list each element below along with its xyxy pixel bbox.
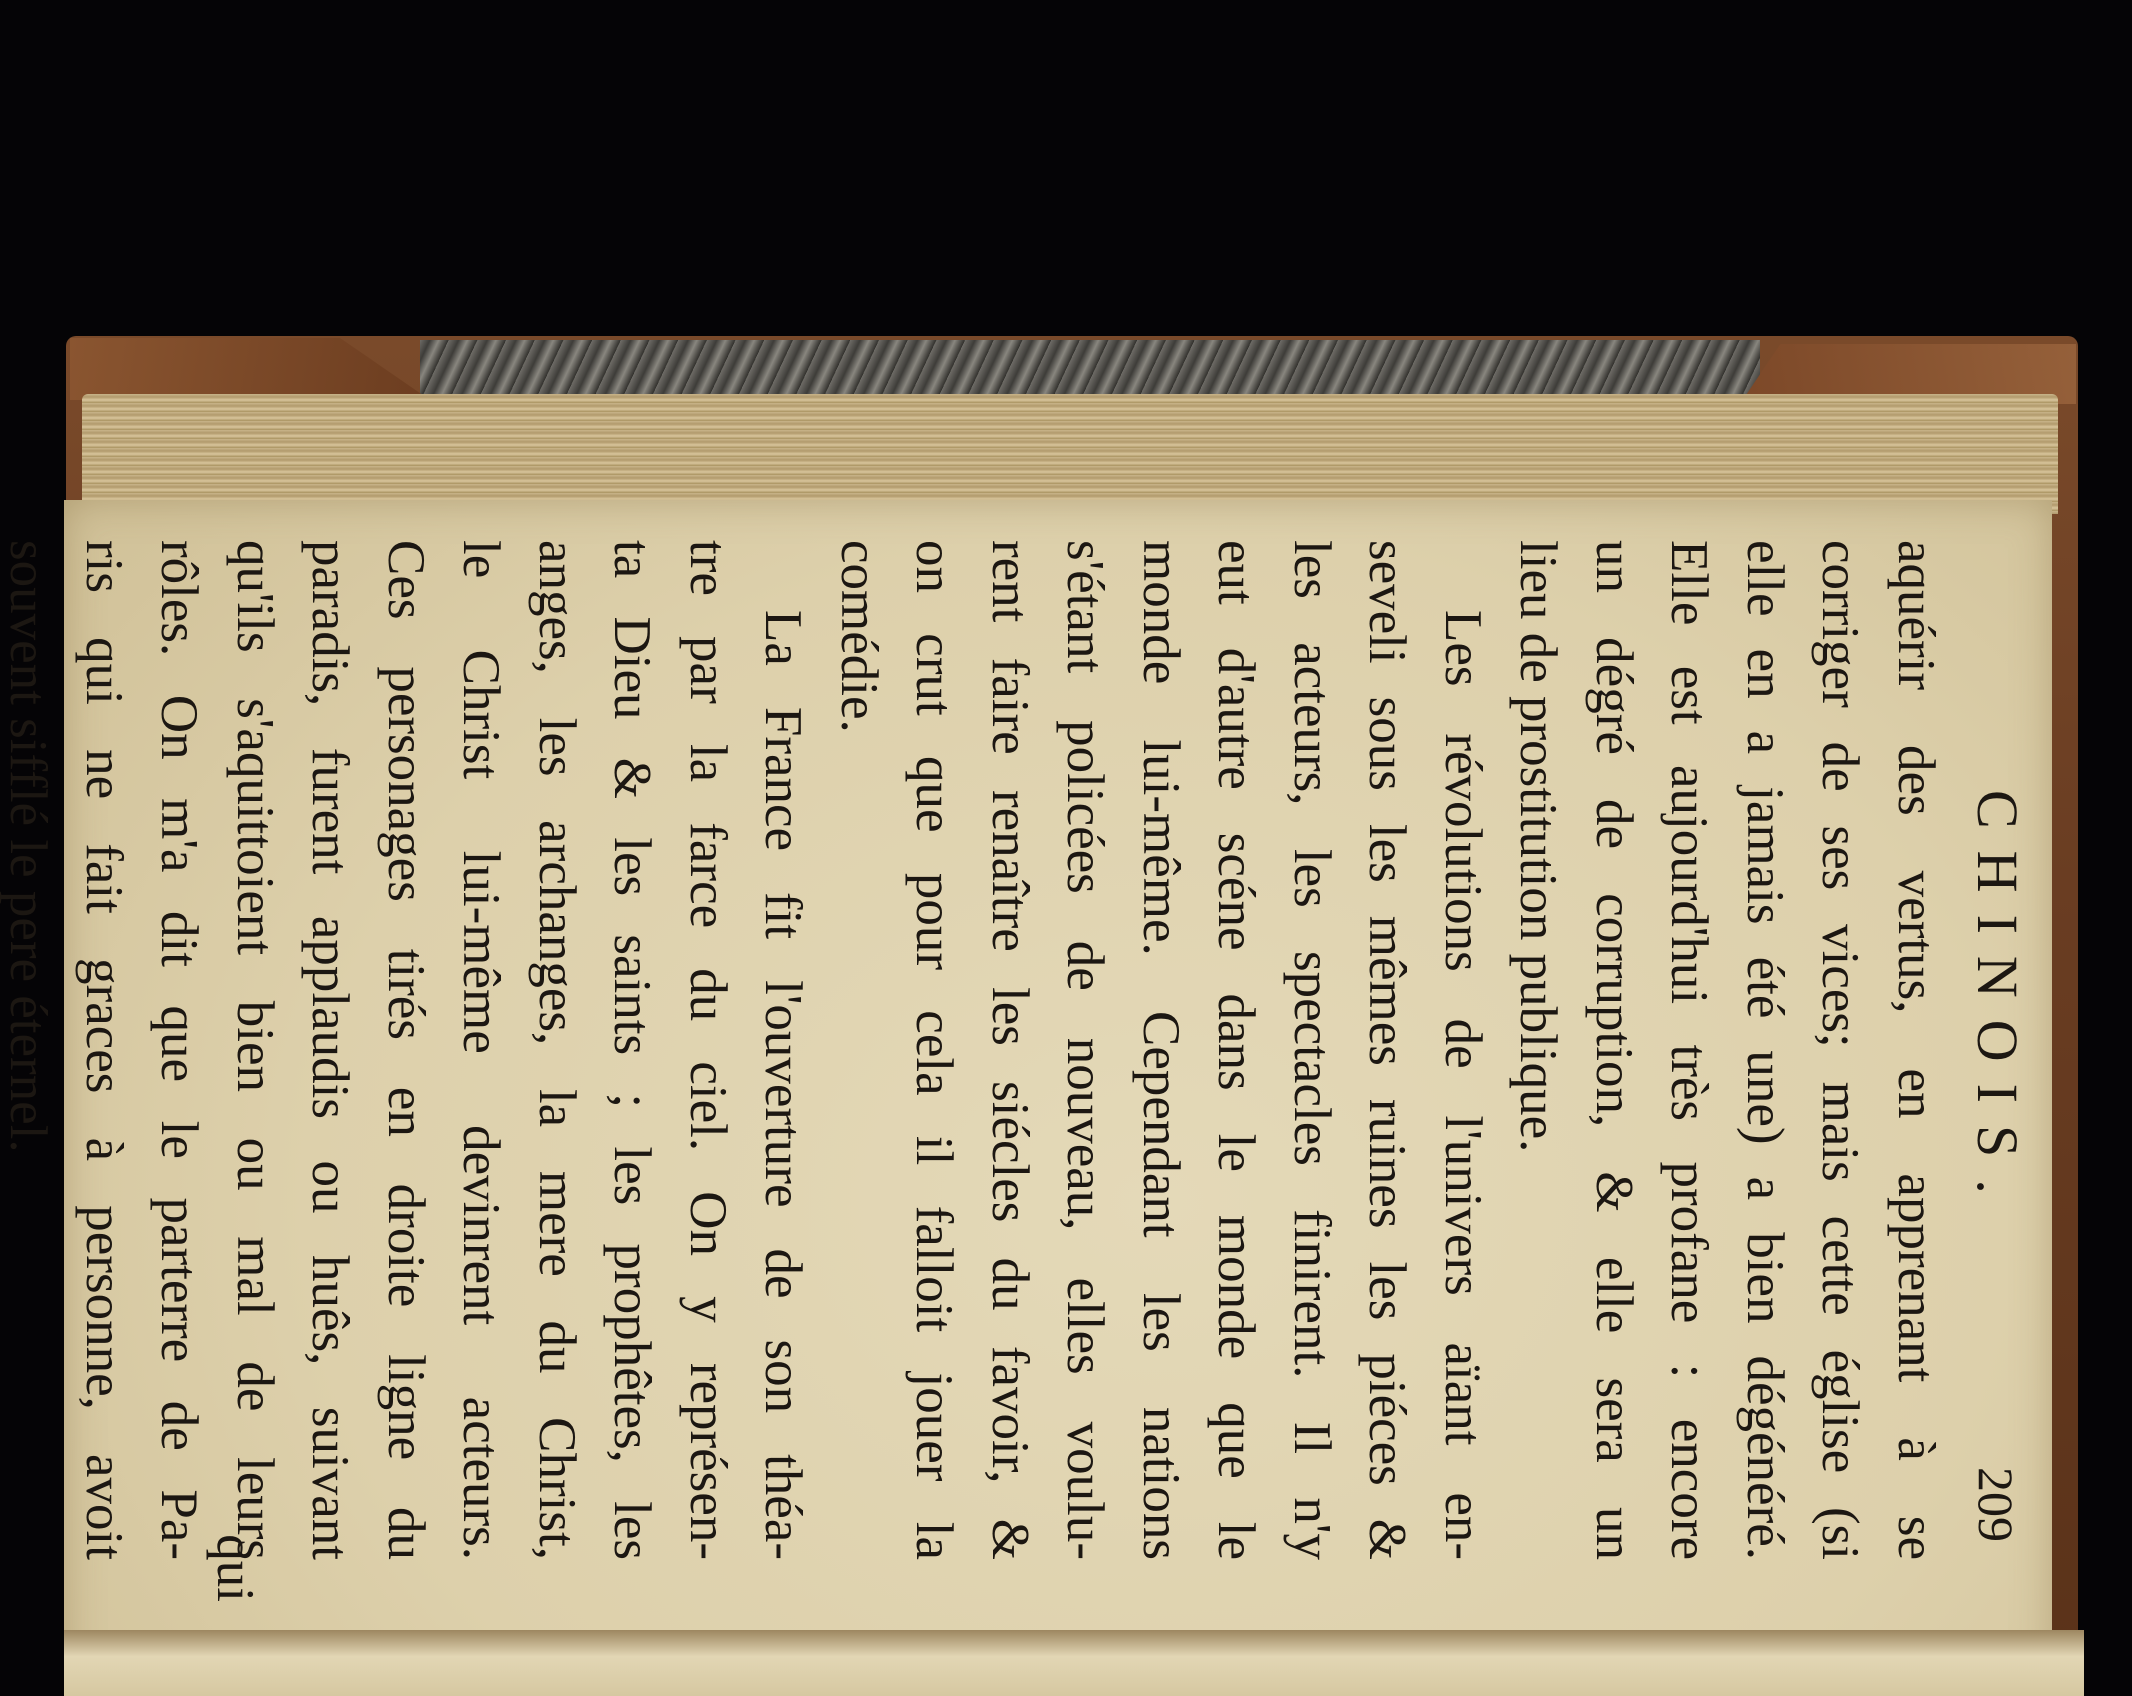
- text-line: rent faire renaître les siécles du favoir, &: [981, 540, 1039, 1560]
- running-head: CHINOIS.: [1965, 790, 2030, 1216]
- body-text: [0, 540, 1953, 1560]
- text-line: elle en a jamais été une) a bien dégénéré.: [1736, 540, 1794, 1560]
- text-line: Elle est aujourd'hui très profane : encore: [1660, 540, 1719, 1560]
- text-line: Les révolutions de l'univers aïant en-: [1434, 610, 1492, 1560]
- text-line: corriger de ses vices; mais cette église (si: [1811, 540, 1870, 1560]
- text-line: lieu de prostitution publique.: [1509, 540, 1568, 1153]
- text-line: tre par la farce du ciel. On y représen-: [679, 540, 737, 1560]
- text-line: un dégré de corruption, & elle sera un: [1585, 540, 1643, 1560]
- text-line: comédie.: [830, 540, 888, 733]
- text-line: s'étant policées de nouveau, elles voulu-: [1056, 540, 1115, 1560]
- page-text-block: [0, 540, 2045, 1620]
- text-line: La France fit l'ouverture de son théa-: [754, 610, 813, 1560]
- catchword: qui: [206, 1534, 264, 1602]
- facing-page-edge: [64, 1630, 2084, 1696]
- page-header: [1955, 540, 2045, 1560]
- text-line: ta Dieu & les saints ; les prophêtes, les: [603, 540, 662, 1560]
- text-line: on crut que pour cela il falloit jouer la: [905, 540, 964, 1560]
- text-line: aquérir des vertus, en apprenant à se: [1887, 540, 1945, 1560]
- text-line: ris qui ne fait graces à personne, avoit: [75, 540, 133, 1560]
- text-line: rôles. On m'a dit que le parterre de Pa-: [150, 540, 209, 1560]
- marbled-board: [420, 340, 1760, 400]
- page-number: 209: [1968, 1467, 2024, 1542]
- text-line: les acteurs, les spectacles finirent. Il n'y: [1283, 540, 1341, 1560]
- text-line: eut d'autre scéne dans le monde que le: [1207, 540, 1266, 1560]
- text-line: qu'ils s'aquittoient bien ou mal de leurs: [226, 540, 284, 1560]
- text-line: le Christ lui-même devinrent acteurs.: [452, 540, 511, 1560]
- text-line: paradis, furent applaudis ou huês, suivant: [301, 540, 360, 1560]
- text-line: anges, les archanges, la mere du Christ,: [528, 540, 586, 1560]
- text-line: monde lui-même. Cependant les nations: [1132, 540, 1190, 1560]
- text-line: seveli sous les mêmes ruines les piéces &: [1358, 540, 1417, 1560]
- page-edges: [82, 394, 2058, 514]
- text-line: souvent sifflé le pere éternel.: [0, 540, 58, 1153]
- text-line: Ces personages tirés en droite ligne du: [377, 540, 435, 1560]
